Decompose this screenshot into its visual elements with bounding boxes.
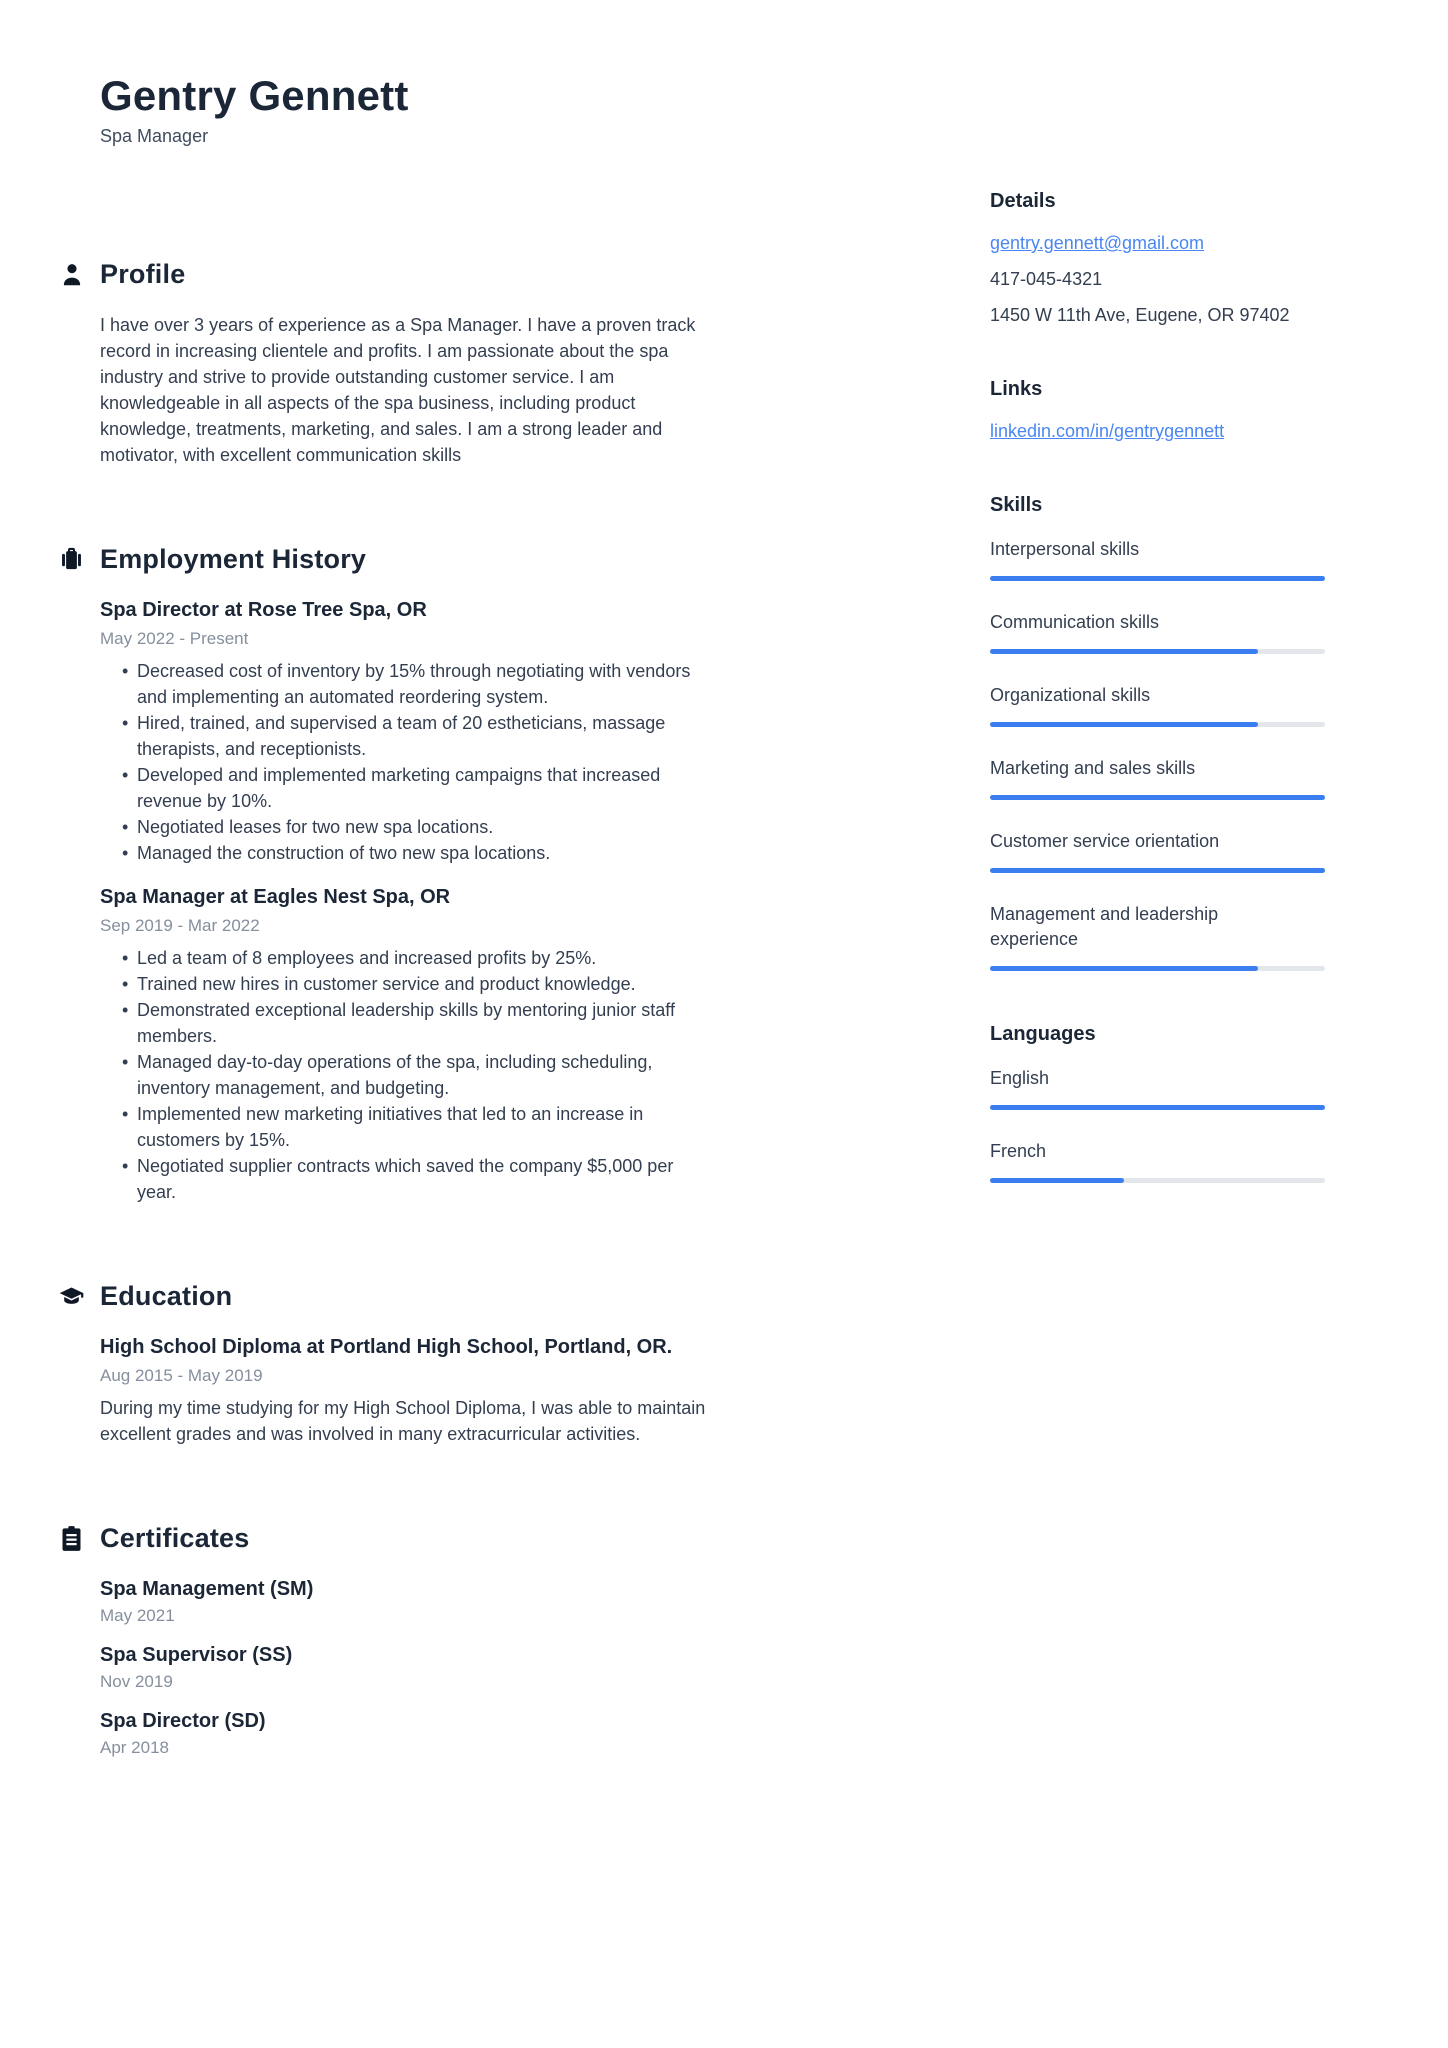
skill-item bbox=[990, 902, 1338, 971]
skill-item bbox=[990, 610, 1338, 654]
skill-list bbox=[990, 537, 1338, 971]
language-progress-track bbox=[990, 1105, 1325, 1110]
skill-progress-fill bbox=[990, 795, 1325, 800]
skills-section bbox=[990, 494, 1338, 971]
skill-label: Organizational skills bbox=[990, 685, 1151, 705]
job-bullet: • Led a team of 8 employees and increased profits by 25%. bbox=[122, 945, 710, 971]
profile-section-header bbox=[58, 259, 710, 290]
job-bullet: • Negotiated leases for two new spa locations. bbox=[122, 814, 710, 840]
education-dates: Aug 2015 - May 2019 bbox=[100, 1366, 263, 1386]
clipboard-icon bbox=[58, 1525, 85, 1552]
address: 1450 W 11th Ave, Eugene, OR 97402 bbox=[990, 305, 1290, 325]
resume-header bbox=[100, 72, 710, 147]
person-icon bbox=[58, 261, 85, 288]
skill-progress-fill bbox=[990, 649, 1258, 654]
education-description: During my time studying for my High School Diploma, I was able to maintain excellent grades and was involved in many extracurricular activities. bbox=[100, 1398, 706, 1445]
language-label: English bbox=[990, 1068, 1050, 1088]
employment-section-header bbox=[58, 544, 710, 575]
profile-text: I have over 3 years of experience as a Spa Manager. I have a proven track record in increasing clientele and profits. I am passionate about the spa industry and strive to provide outstanding customer service. I am knowledgeable in all aspects of the spa business, including product knowledge, treatments, marketing, and sales. I am a strong leader and motivator, with excellent communication skills bbox=[100, 315, 696, 466]
job-bullets bbox=[100, 658, 710, 866]
language-progress-fill bbox=[990, 1105, 1325, 1110]
language-item bbox=[990, 1066, 1338, 1110]
education-degree: High School Diploma at Portland High School, Portland, OR. bbox=[100, 1336, 673, 1359]
linkedin-link[interactable]: linkedin.com/in/gentrygennett bbox=[990, 421, 1225, 441]
profile-heading: Profile bbox=[100, 259, 186, 290]
employment-section bbox=[100, 544, 710, 1205]
certificates-section bbox=[100, 1523, 710, 1758]
certificates-heading: Certificates bbox=[100, 1523, 250, 1554]
certificate-title: Spa Supervisor (SS) bbox=[100, 1644, 293, 1667]
skill-item bbox=[990, 537, 1338, 581]
certificate-title: Spa Management (SM) bbox=[100, 1578, 314, 1601]
details-heading: Details bbox=[990, 190, 1056, 212]
skill-progress-track bbox=[990, 649, 1325, 654]
links-heading: Links bbox=[990, 378, 1043, 400]
job-list bbox=[100, 597, 710, 1205]
details-section bbox=[990, 190, 1338, 326]
skills-heading: Skills bbox=[990, 494, 1043, 516]
skill-progress-track bbox=[990, 868, 1325, 873]
skill-item bbox=[990, 756, 1338, 800]
certificate-dates: Nov 2019 bbox=[100, 1672, 173, 1692]
person-name: Gentry Gennett bbox=[100, 72, 409, 119]
job-entry bbox=[100, 884, 710, 1205]
language-progress-fill bbox=[990, 1178, 1124, 1183]
skill-progress-track bbox=[990, 966, 1325, 971]
skill-progress-track bbox=[990, 722, 1325, 727]
skill-label: Communication skills bbox=[990, 612, 1160, 632]
certificate-list bbox=[100, 1576, 710, 1758]
job-bullet: • Implemented new marketing initiatives that led to an increase in customers by 15%. bbox=[122, 1101, 710, 1153]
certificate-entry bbox=[100, 1576, 710, 1626]
profile-section bbox=[100, 259, 710, 468]
skill-label: Marketing and sales skills bbox=[990, 758, 1196, 778]
main-column bbox=[100, 72, 710, 1758]
certificate-entry bbox=[100, 1708, 710, 1758]
skill-label: Management and leadership experience bbox=[990, 904, 1219, 949]
email-link[interactable]: gentry.gennett@gmail.com bbox=[990, 233, 1205, 253]
skill-label: Interpersonal skills bbox=[990, 539, 1140, 559]
job-dates: Sep 2019 - Mar 2022 bbox=[100, 916, 260, 936]
briefcase-icon bbox=[58, 546, 85, 573]
links-section bbox=[990, 378, 1338, 442]
job-bullet: • Hired, trained, and supervised a team of 20 estheticians, massage therapists, and receptionists. bbox=[122, 710, 710, 762]
skill-item bbox=[990, 829, 1338, 873]
language-progress-track bbox=[990, 1178, 1325, 1183]
education-section bbox=[100, 1281, 710, 1447]
skill-progress-fill bbox=[990, 576, 1325, 581]
job-dates: May 2022 - Present bbox=[100, 629, 249, 649]
job-title: Spa Manager at Eagles Nest Spa, OR bbox=[100, 886, 451, 909]
language-label: French bbox=[990, 1141, 1047, 1161]
skill-progress-track bbox=[990, 795, 1325, 800]
skill-progress-fill bbox=[990, 966, 1258, 971]
sidebar bbox=[990, 72, 1338, 1758]
job-bullet: • Developed and implemented marketing campaigns that increased revenue by 10%. bbox=[122, 762, 710, 814]
job-bullet: • Decreased cost of inventory by 15% through negotiating with vendors and implementing an automated reordering system. bbox=[122, 658, 710, 710]
certificate-entry bbox=[100, 1642, 710, 1692]
languages-heading: Languages bbox=[990, 1023, 1096, 1045]
job-bullet: • Managed the construction of two new spa locations. bbox=[122, 840, 710, 866]
certificate-dates: Apr 2018 bbox=[100, 1738, 169, 1758]
education-entry bbox=[100, 1334, 710, 1447]
skill-progress-track bbox=[990, 576, 1325, 581]
job-bullet: • Managed day-to-day operations of the spa, including scheduling, inventory management, and budgeting. bbox=[122, 1049, 710, 1101]
language-item bbox=[990, 1139, 1338, 1183]
skill-progress-fill bbox=[990, 722, 1258, 727]
certificates-section-header bbox=[58, 1523, 710, 1554]
language-list bbox=[990, 1066, 1338, 1183]
certificate-title: Spa Director (SD) bbox=[100, 1710, 266, 1733]
job-entry bbox=[100, 597, 710, 866]
job-bullet: • Trained new hires in customer service and product knowledge. bbox=[122, 971, 710, 997]
skill-label: Customer service orientation bbox=[990, 831, 1220, 851]
graduation-cap-icon bbox=[58, 1283, 85, 1310]
education-section-header bbox=[58, 1281, 710, 1312]
person-job-title: Spa Manager bbox=[100, 126, 209, 147]
job-title: Spa Director at Rose Tree Spa, OR bbox=[100, 599, 427, 622]
skill-progress-fill bbox=[990, 868, 1325, 873]
job-bullets bbox=[100, 945, 710, 1205]
job-bullet: • Negotiated supplier contracts which saved the company $5,000 per year. bbox=[122, 1153, 710, 1205]
certificate-dates: May 2021 bbox=[100, 1606, 175, 1626]
job-bullet: • Demonstrated exceptional leadership skills by mentoring junior staff members. bbox=[122, 997, 710, 1049]
languages-section bbox=[990, 1023, 1338, 1183]
skill-item bbox=[990, 683, 1338, 727]
employment-heading: Employment History bbox=[100, 544, 367, 575]
phone-number: 417-045-4321 bbox=[990, 269, 1103, 289]
education-heading: Education bbox=[100, 1281, 233, 1312]
